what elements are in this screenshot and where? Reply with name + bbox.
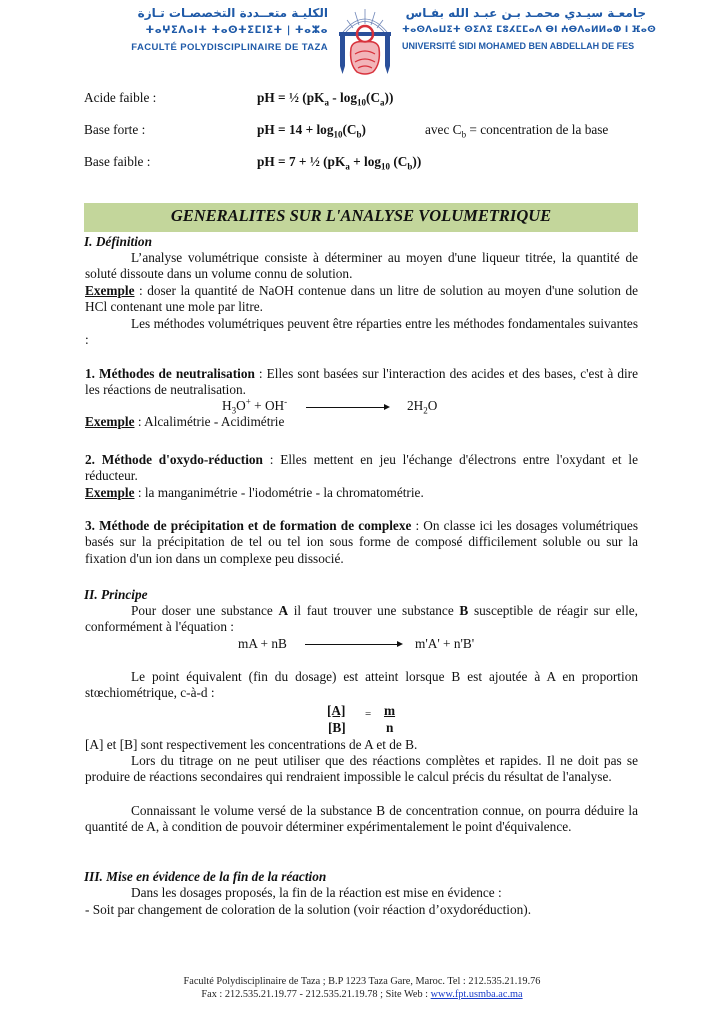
reaction-arrow-icon [305,644,401,645]
formula-part: )) [412,154,422,169]
formula-part: ) [361,122,366,137]
method-text: : On classe ici les dosages volumétriques basés sur la précipitation de tel ou tel ion sous forme de composé difficilement soluble ou sur la fixation d'un ion dans un complexe peu dissocié. [85,518,638,566]
principe-paragraph-3: [A] et [B] sont respectivement les concentrations de A et de B. [85,737,418,752]
formula-part: )) [384,90,394,105]
heading-mise-en-evidence: III. Mise en évidence de la fin de la réaction [84,869,327,884]
equation-neutralisation-left [222,398,287,414]
substance-a: A [278,603,289,618]
footer-website-link[interactable]: www.fpt.usmba.ac.ma [430,989,523,1000]
formula-part: (C [366,90,381,105]
footer [0,975,724,1001]
equation-principe-left: mA + nB [238,636,287,651]
formula-sub: a [380,97,385,108]
footer-address: Faculté Polydisciplinaire de Taza ; B.P 1223 Taza Gare, Maroc. Tel : 212.535.21.19.76 [183,976,541,987]
method-text: : Elles mettent en jeu l'échange d'électrons entre l'oxydant et le réducteur. [85,452,638,484]
header-left-tifinagh: ⵜⴰⵖⵉⴷⴰⵏⵜ ⵜⴰⵙⵜⵉⵎⵏⵉⵜ | ⵜⴰⵣⴰ [145,25,328,36]
fraction-denominator-b: [B] [328,720,346,735]
header-left-block [84,6,328,53]
formula-label: Acide faible : [84,90,157,105]
heading-definition: I. Définition [84,234,152,249]
formula-part: + log [349,154,382,169]
eq-part: O [236,398,246,413]
formula-sub: 10 [381,161,391,172]
example-label: Exemple [85,485,135,500]
fraction-numerator-a: [A] [327,703,346,718]
formula-part: (C [342,122,357,137]
principe-paragraph-1 [85,603,638,636]
formula-sub: b [356,129,362,140]
eq-part: O [427,398,438,413]
example-text: : doser la quantité de NaOH contenue dans un litre de solution au moyen d'une solution de HCl contenant une mole par litre. [85,283,638,315]
substance-b: B [459,603,469,618]
footer-contact [0,988,724,1001]
equation-principe-right: m'A' + n'B' [415,636,475,651]
mise-paragraph-2: - Soit par changement de coloration de la solution (voir réaction d’oxydoréduction). [85,902,532,917]
eq-part: 2H [407,398,424,413]
example-label: Exemple [85,414,135,429]
heading-principe: II. Principe [84,587,148,602]
formula-label: Base forte : [84,122,146,137]
header-left-arabic: الكليـة متعــددة التخصصـات تـازة [137,6,328,20]
formula-note [425,122,638,138]
header-right-tifinagh: ⵜⴰⵙⴷⴰⵡⵉⵜ ⵙⵉⴷⵉ ⵎⵓⵃⵎⵎⴰⴷ ⴱⵏ ⵄⴱⴷⴰⵍⵍⴰⵀ ⵏ ⴼⴰⵙ [402,25,656,35]
formula-part: - log [328,90,358,105]
formula-part: pH = ½ (pK [257,90,325,105]
example-label: Exemple [85,283,135,298]
eq-part: + OH [250,398,285,413]
formula-sub: 10 [333,129,343,140]
formula [257,122,366,138]
method-title: 3. Méthode de précipitation et de formation de complexe [85,518,412,533]
text-part: susceptible de réagir sur elle, conformément à l'équation : [85,603,638,635]
equation-neutralisation-right [407,398,437,414]
formula-part: pH = 14 + log [257,122,334,137]
section-title: GENERALITES SUR L'ANALYSE VOLUMETRIQUE [170,206,552,225]
note-sub: b [461,129,467,140]
eq-sup: + [245,396,251,407]
example-text: : la manganimétrie - l'iodométrie - la chromatométrie. [134,485,424,500]
eq-sup: - [284,396,288,407]
formula-sub: a [345,161,350,172]
principe-paragraph-2: Le point équivalent (fin du dosage) est atteint lorsque B est ajoutée à A en proportion stœchiométrique, c-à-d : [85,669,638,701]
text-part: Pour doser une substance [131,603,279,618]
method-neutralisation-example [85,414,638,430]
mise-paragraph-1: Dans les dosages proposés, la fin de la réaction est mise en évidence : [131,885,502,900]
definition-example [85,283,638,316]
method-title: 2. Méthode d'oxydo-réduction [85,452,263,467]
header-right-french: UNIVERSITÉ SIDI MOHAMED BEN ABDELLAH DE FES [402,41,635,51]
text-part: il faut trouver une substance [288,603,460,618]
eq-sub: 2 [423,405,428,416]
note-part: avec C [425,122,462,137]
university-crest-icon [333,4,397,78]
formula-label: Base faible : [84,154,151,169]
definition-paragraph: L’analyse volumétrique consiste à déterminer au moyen d'une liqueur titrée, la quantité de soluté dissoute dans un volume connu de solution. [85,250,638,282]
principe-paragraph-5: Connaissant le volume versé de la substance B de concentration connue, on pourra déduire la quantité de A, à condition de pouvoir déterminer expérimentalement le point d'équivalence. [85,803,638,835]
note-part: = concentration de la base [466,122,609,137]
method-oxydo-example [85,485,638,501]
example-text: : Alcalimétrie - Acidimétrie [134,414,285,429]
method-text: : Elles sont basées sur l'interaction des acides et des bases, c'est à dire les réactions de neutralisation. [85,366,638,398]
eq-part: H [222,398,232,413]
methods-intro: Les méthodes volumétriques peuvent être réparties entre les méthodes fondamentales suivantes : [85,316,638,348]
formula-sub: b [407,161,413,172]
fraction-denominator-n: n [386,720,394,735]
reaction-arrow-icon [306,407,388,408]
fraction-numerator-m: m [384,703,396,718]
header-left-french: FACULTÉ POLYDISCIPLINAIRE DE TAZA [131,42,328,53]
method-precipitation [85,518,638,567]
eq-sub: 3 [231,405,237,416]
header-right-arabic: جامعـة سيـدي محمـد بـن عبـد الله بفـاس [405,6,646,20]
method-title: 1. Méthodes de neutralisation [85,366,255,381]
principe-paragraph-4: Lors du titrage on ne peut utiliser que des réactions complètes et rapides. Il ne doit pas se produire de réactions secondaires qui rendraient impossible le calcul précis du résultat de l'analyse. [85,753,638,785]
fraction-equals: = [365,708,372,720]
formula-sub: a [324,97,329,108]
formula [257,154,421,170]
method-neutralisation [85,366,638,399]
header-right-block [402,6,656,51]
method-oxydo-reduction [85,452,638,485]
formula [257,90,393,106]
formula-part: (C [390,154,408,169]
footer-fax: Fax : 212.535.21.19.77 - 212.535.21.19.78 ; Site Web : [201,989,431,1000]
formula-sub: 10 [357,97,367,108]
formula-part: pH = 7 + ½ (pK [257,154,346,169]
